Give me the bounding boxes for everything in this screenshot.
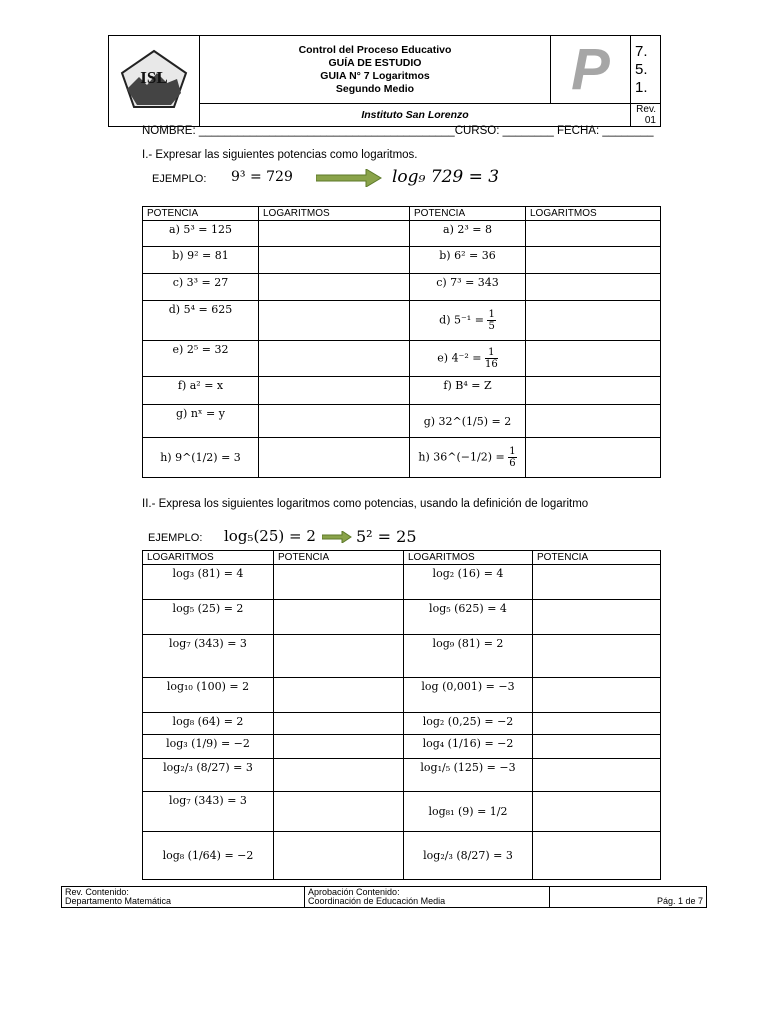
numerator: 1: [488, 309, 495, 320]
logo-text: ISL: [140, 67, 168, 87]
power-expression: [410, 341, 526, 377]
arrow-right-icon: [316, 169, 382, 187]
log-expression: log₈ (64) = 2: [143, 713, 274, 735]
document-footer: [61, 886, 707, 908]
table-row: [143, 713, 661, 735]
answer-cell[interactable]: [274, 713, 404, 735]
denominator: 5: [488, 321, 495, 332]
document-header: [108, 35, 661, 127]
answer-cell[interactable]: [533, 600, 661, 635]
footer-label: Aprobación Contenido:: [308, 887, 400, 897]
answer-cell[interactable]: [259, 301, 410, 341]
log-expression: log₈ (1/64) = −2: [143, 832, 274, 880]
logarithms-table: [142, 550, 661, 880]
answer-cell[interactable]: [526, 247, 661, 274]
answer-cell[interactable]: [533, 565, 661, 600]
expression-prefix: e) 4⁻² =: [437, 351, 485, 365]
answer-cell[interactable]: [259, 221, 410, 247]
student-info-line: NOMBRE: ________________________________________CURSO: ________ FECHA: ________: [142, 125, 654, 137]
log-expression: log₁/₅ (125) = −3: [404, 759, 533, 792]
section2-example-power: 5² = 25: [356, 527, 417, 546]
numerator: 1: [485, 347, 498, 359]
table-row: [143, 247, 661, 274]
table-row: [143, 301, 661, 341]
arrow-right-icon: [322, 531, 352, 543]
answer-cell[interactable]: [533, 832, 661, 880]
power-expression: c) 3³ = 27: [143, 274, 259, 301]
log-expression: log (0,001) = −3: [404, 678, 533, 713]
table-row: [143, 341, 661, 377]
denominator: 6: [509, 458, 516, 469]
answer-cell[interactable]: [533, 759, 661, 792]
answer-cell[interactable]: [259, 377, 410, 405]
column-header: POTENCIA: [410, 207, 526, 221]
column-header: POTENCIA: [274, 551, 404, 565]
answer-cell[interactable]: [533, 678, 661, 713]
column-header: POTENCIA: [143, 207, 259, 221]
power-expression: f) B⁴ = Z: [410, 377, 526, 405]
log-expression: log₇ (343) = 3: [143, 792, 274, 832]
answer-cell[interactable]: [533, 635, 661, 678]
table-row: [143, 405, 661, 438]
answer-cell[interactable]: [259, 438, 410, 478]
answer-cell[interactable]: [526, 274, 661, 301]
answer-cell[interactable]: [526, 377, 661, 405]
log-expression: log₂/₃ (8/27) = 3: [404, 832, 533, 880]
power-expression: e) 2⁵ = 32: [143, 341, 259, 377]
table-row: [143, 735, 661, 759]
log-expression: log₂ (0,25) = −2: [404, 713, 533, 735]
code-cell: [631, 36, 661, 104]
column-header: LOGARITMOS: [404, 551, 533, 565]
page-number: Pág. 1 de 7: [550, 887, 707, 908]
table-row: [143, 221, 661, 247]
power-expression: a) 2³ = 8: [410, 221, 526, 247]
power-expression: d) 5⁴ = 625: [143, 301, 259, 341]
answer-cell[interactable]: [274, 735, 404, 759]
code-line: 7.: [635, 42, 648, 60]
table-row: [143, 600, 661, 635]
log-expression: log₄ (1/16) = −2: [404, 735, 533, 759]
log-expression: log₃ (81) = 4: [143, 565, 274, 600]
power-expression: [410, 301, 526, 341]
log-expression: log₉ (81) = 2: [404, 635, 533, 678]
log-expression: log₃ (1/9) = −2: [143, 735, 274, 759]
section2-example-log: log₅(25) = 2: [224, 527, 316, 545]
section2-instruction: II.- Expresa los siguientes logaritmos como potencias, usando la definición de logaritmo: [142, 498, 589, 510]
header-title-line: GUIA N° 7 Logaritmos: [320, 69, 430, 82]
table-row: [143, 438, 661, 478]
log-expression: log₅ (25) = 2: [143, 600, 274, 635]
log-expression: log₂ (16) = 4: [404, 565, 533, 600]
numerator: 1: [509, 446, 516, 457]
answer-cell[interactable]: [526, 301, 661, 341]
footer-content-approval: [305, 887, 550, 908]
powers-table: [142, 206, 661, 478]
answer-cell[interactable]: [526, 438, 661, 478]
answer-cell[interactable]: [526, 341, 661, 377]
header-title-line: Segundo Medio: [335, 82, 415, 95]
column-header: POTENCIA: [533, 551, 661, 565]
table-row: [143, 274, 661, 301]
table-row: [143, 792, 661, 832]
code-line: 1.: [635, 78, 648, 96]
section1-example-label: EJEMPLO:: [152, 173, 207, 185]
answer-cell[interactable]: [259, 274, 410, 301]
expression-prefix: h) 36^(−1/2) =: [418, 450, 509, 464]
code-line: 5.: [635, 60, 648, 78]
header-title-line: GUÍA DE ESTUDIO: [328, 56, 422, 69]
fraction: [508, 446, 516, 469]
answer-cell[interactable]: [274, 759, 404, 792]
answer-cell[interactable]: [259, 405, 410, 438]
answer-cell[interactable]: [274, 832, 404, 880]
power-expression: a) 5³ = 125: [143, 221, 259, 247]
log-expression: log₁₀ (100) = 2: [143, 678, 274, 713]
answer-cell[interactable]: [526, 405, 661, 438]
section1-example-power: 9³ = 729: [231, 169, 293, 185]
log-expression: log₅ (625) = 4: [404, 600, 533, 635]
footer-label: Rev. Contenido:: [65, 887, 129, 897]
answer-cell[interactable]: [533, 713, 661, 735]
answer-cell[interactable]: [533, 792, 661, 832]
log-expression: log₇ (343) = 3: [143, 635, 274, 678]
institute-name: Instituto San Lorenzo: [200, 104, 631, 127]
power-expression: b) 9² = 81: [143, 247, 259, 274]
header-title-line: Control del Proceso Educativo: [298, 43, 452, 56]
section1-example-log: log₉ 729 = 3: [392, 167, 500, 187]
table-row: [143, 832, 661, 880]
column-header: LOGARITMOS: [526, 207, 661, 221]
section1-instruction: I.- Expresar las siguientes potencias como logaritmos.: [142, 149, 418, 161]
brand-letter: P: [551, 36, 631, 104]
power-expression: [410, 438, 526, 478]
section2-example-label: EJEMPLO:: [148, 532, 203, 544]
answer-cell[interactable]: [274, 600, 404, 635]
isl-logo-icon: [119, 49, 189, 109]
log-expression: log₂/₃ (8/27) = 3: [143, 759, 274, 792]
table-row: [143, 759, 661, 792]
column-header: LOGARITMOS: [259, 207, 410, 221]
power-expression: b) 6² = 36: [410, 247, 526, 274]
log-expression: log₈₁ (9) = 1/2: [404, 792, 533, 832]
denominator: 16: [485, 359, 498, 370]
footer-value: Coordinación de Educación Media: [308, 896, 446, 906]
power-expression: f) a² = x: [143, 377, 259, 405]
column-header: LOGARITMOS: [143, 551, 274, 565]
power-expression: g) nˣ = y: [143, 405, 259, 438]
power-expression: c) 7³ = 343: [410, 274, 526, 301]
answer-cell[interactable]: [274, 792, 404, 832]
table-row: [143, 377, 661, 405]
answer-cell[interactable]: [533, 735, 661, 759]
table-row: [143, 635, 661, 678]
revision-label: Rev. 01: [631, 104, 661, 127]
fraction: [485, 347, 498, 370]
answer-cell[interactable]: [274, 565, 404, 600]
answer-cell[interactable]: [274, 678, 404, 713]
answer-cell[interactable]: [526, 221, 661, 247]
title-cell: [200, 36, 551, 104]
logo-cell: [109, 36, 200, 127]
table-row: [143, 678, 661, 713]
answer-cell[interactable]: [259, 247, 410, 274]
power-expression: h) 9^(1/2) = 3: [143, 438, 259, 478]
expression-prefix: d) 5⁻¹ =: [439, 313, 488, 327]
power-expression: g) 32^(1/5) = 2: [410, 405, 526, 438]
fraction: [487, 309, 495, 332]
footer-value: Departamento Matemática: [65, 896, 172, 906]
footer-content-review: [62, 887, 305, 908]
table-row: [143, 565, 661, 600]
answer-cell[interactable]: [274, 635, 404, 678]
answer-cell[interactable]: [259, 341, 410, 377]
